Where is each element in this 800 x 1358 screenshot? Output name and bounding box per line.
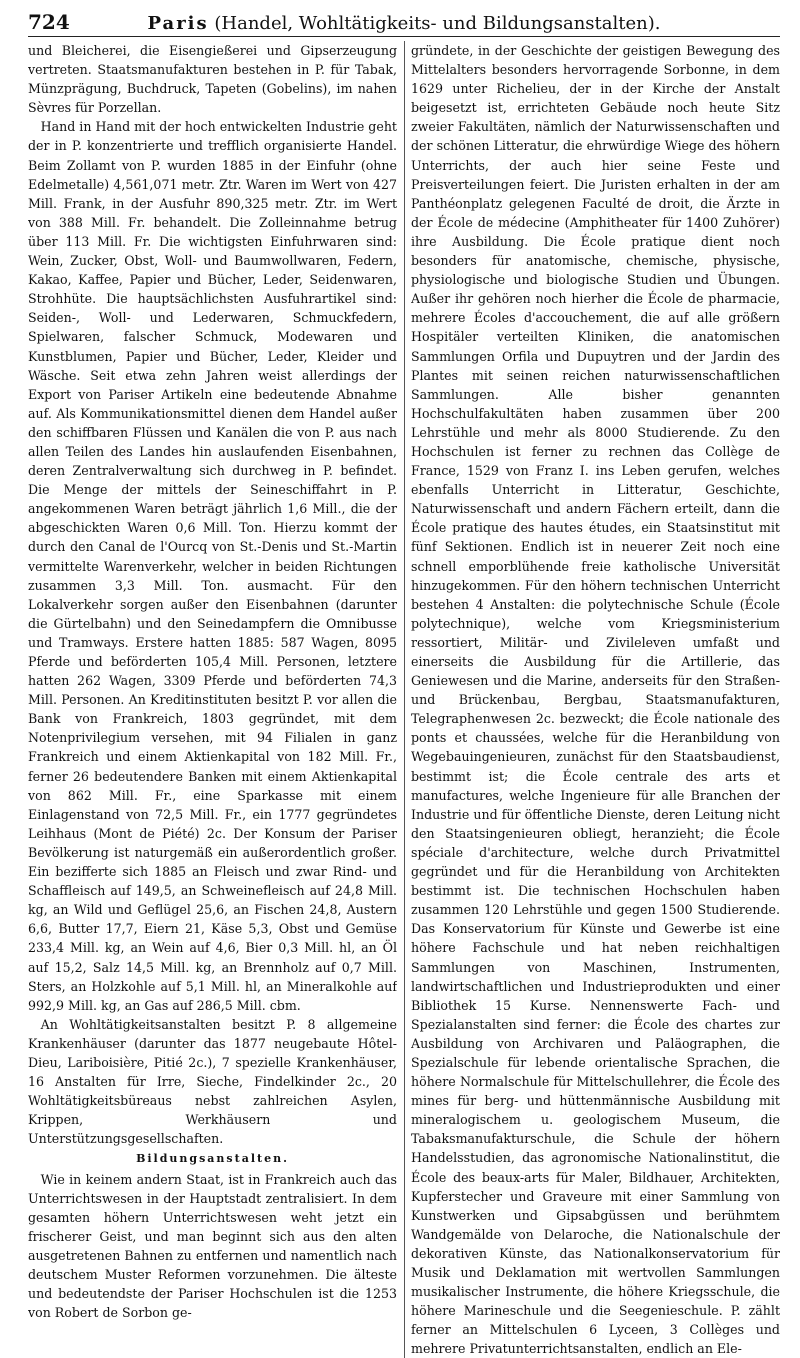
page-number: 724: [28, 10, 70, 34]
running-head-title: Paris: [147, 13, 209, 34]
text-columns: [28, 41, 780, 1358]
running-head: [88, 13, 780, 34]
paragraph: und Bleicherei, die Eisengießerei und Gipserzeugung vertreten. Staatsmanufakturen bestehen in P. für Tabak, Münzprägung, Buchdruck, Tapeten (Gobelins), im nahen Sèvres für Porzellan.: [28, 43, 397, 116]
running-head-subtitle: (Handel, Wohltätigkeits- und Bildungsanstalten).: [214, 13, 661, 34]
left-column: [28, 41, 397, 1358]
right-column: [411, 41, 780, 1358]
section-heading: Bildungsanstalten.: [136, 1152, 289, 1166]
paragraph: Hand in Hand mit der hoch entwickelten Industrie geht der in P. konzentrierte und trefflich organisierte Handel. Beim Zollamt von P. wurden 1885 in der Einfuhr (ohne Edelmetalle) 4,561,071 metr. Ztr. Waren im Wert von 427 Mill. Frank, in der Ausfuhr 890,325 metr. Ztr. im Wert von 388 Mill. Fr. behandelt. Die Zolleinnahme betrug über 113 Mill. Fr. Die wichtigsten Einfuhrwaren sind: Wein, Zucker, Obst, Woll- und Baumwollwaren, Federn, Kakao, Kaffee, Papier und Bücher, Leder, Seidenwaren, Strohhüte. Die hauptsächlichsten Ausfuhrartikel sind: Seiden-, Woll- und Lederwaren, Schmuckfedern, Spielwaren, falscher Schmuck, Modewaren und Kunstblumen, Papier und Bücher, Leder, Kleider und Wäsche. Seit etwa zehn Jahren weist allerdings der Export von Pariser Artikeln eine bedeutende Abnahme auf. Als Kommunikationsmittel dienen dem Handel außer den schiffbaren Flüssen und Kanälen die von P. aus nach allen Teilen des Landes hin auslaufenden Eisenbahnen, deren Zentralverwaltung sich durchweg in P. befindet. Die Menge der mittels der Seineschiffahrt in P. angekommenen Waren beträgt jährlich 1,6 Mill., die der abgeschickten Waren 0,6 Mill. Ton. Hierzu kommt der durch den Canal de l'Ourcq von St.-Denis und St.-Martin vermittelte Warenverkehr, welcher in beiden Richtungen zusammen 3,3 Mill. Ton. ausmacht. Für den Lokalverkehr sorgen außer den Eisenbahnen (darunter die Gürtelbahn) und den Seinedampfern die Omnibusse und Tramways. Erstere hatten 1885: 587 Wagen, 8095 Pferde und beförderten 105,4 Mill. Personen, letztere hatten 262 Wagen, 3309 Pferde und beförderten 74,3 Mill. Personen. An Kreditinstituten besitzt P. vor allen die Bank von Frankreich, 1803 gegründet, mit dem Notenprivilegium versehen, mit 94 Filialen in ganz Frankreich und einem Aktienkapital von 182 Mill. Fr., ferner 26 bedeutendere Banken mit einem Aktienkapital von 862 Mill. Fr., eine Sparkasse mit einem Einlagenstand von 72,5 Mill. Fr., ein 1777 gegründetes Leihhaus (Mont de Piété) 2c. Der Konsum der Pariser Bevölkerung ist naturgemäß ein außerordentlich großer. Ein bezifferte sich 1885 an Fleisch und zwar Rind- und Schaffleisch auf 149,5, an Schweinefleisch auf 24,8 Mill. kg, an Wild und Geflügel 25,6, an Fischen 24,8, Austern 6,6, Butter 17,7, Eiern 21, Käse 5,3, Obst und Gemüse 233,4 Mill. kg, an Wein auf 4,6, Bier 0,3 Mill. hl, an Öl auf 15,2, Salz 14,5 Mill. kg, an Brennholz auf 0,7 Mill. Sters, an Holzkohle auf 5,1 Mill. hl, an Mineralkohle auf 992,9 Mill. kg, an Gas auf 286,5 Mill. cbm.: [28, 119, 397, 1013]
page-header: [28, 10, 780, 37]
paragraph: Wie in keinem andern Staat, ist in Frankreich auch das Unterrichtswesen in der Hauptstadt zentralisiert. In dem gesamten höhern Unterrichtswesen weht jetzt ein frischerer Geist, und man beginnt sich aus den alten ausgetretenen Bahnen zu entfernen und namentlich nach deutschem Muster Reformen vorzunehmen. Die älteste und bedeutendste der Pariser Hochschulen ist die 1253 von Robert de Sorbon ge-: [28, 1171, 397, 1321]
paragraph: An Wohltätigkeitsanstalten besitzt P. 8 allgemeine Krankenhäuser (darunter das 1877 neugebaute Hôtel-Dieu, Lariboisière, Pitié 2c.), 7 spezielle Krankenhäuser, 16 Anstalten für Irre, Sieche, Findelkinder 2c., 20 Wohltätigkeitsbüreaus nebst zahlreichen Asylen, Krippen, Werkhäusern und Unterstützungsgesellschaften.: [28, 1016, 397, 1147]
paragraph: gründete, in der Geschichte der geistigen Bewegung des Mittelalters besonders hervorragende Sorbonne, in dem 1629 unter Richelieu, der in der Kirche der Anstalt beigesetzt ist, errichteten Gebäude noch heute Sitz zweier Fakultäten, nämlich der Naturwissenschaften und der schönen Litteratur, die ehrwürdige Wiege des höhern Unterrichts, der auch hier seine Feste und Preisverteilungen feiert. Die Juristen erhalten in der am Panthéonplatz gelegenen Faculté de droit, die Ärzte in der École de médecine (Amphitheater für 1400 Zuhörer) ihre Ausbildung. Die École pratique dient noch besonders für anatomische, chemische, physische, physiologische und biologische Studien und Übungen. Außer ihr gehören noch hierher die École de pharmacie, mehrere Écoles d'accouchement, die auf alle größern Hospitäler verteilten Kliniken, die anatomischen Sammlungen Orfila und Dupuytren und der Jardin des Plantes mit seinen reichen naturwissenschaftlichen Sammlungen. Alle bisher genannten Hochschulfakultäten haben zusammen über 200 Lehrstühle und mehr als 8000 Studierende. Zu den Hochschulen ist ferner zu rechnen das Collège de France, 1529 von Franz I. ins Leben gerufen, welches ebenfalls Unterricht in Litteratur, Geschichte, Naturwissenschaft und andern Fächern erteilt, dann die École pratique des hautes études, ein Staatsinstitut mit fünf Sektionen. Endlich ist in neuerer Zeit noch eine schnell emporblühende freie katholische Universität hinzugekommen. Für den höhern technischen Unterricht bestehen 4 Anstalten: die polytechnische Schule (École polytechnique), welche vom Kriegsministerium ressortiert, Militär- und Zivileleven umfaßt und einerseits die Ausbildung für die Artillerie, das Geniewesen und die Marine, anderseits für den Straßen- und Brückenbau, Bergbau, Staatsmanufakturen, Telegraphenwesen 2c. bezweckt; die École nationale des ponts et chaussées, welche für die Heranbildung von Wegebauingenieuren, zunächst für den Staatsbaudienst, bestimmt ist; die École centrale des arts et manufactures, welche Ingenieure für alle Branchen der Industrie und für öffentliche Dienste, deren Leitung nicht den Staatsingenieuren obliegt, heranzieht; die École spéciale d'architecture, welche durch Privatmittel gegründet und für die Heranbildung von Architekten bestimmt ist. Die technischen Hochschulen haben zusammen 120 Lehrstühle und gegen 1500 Studierende. Das Konservatorium für Künste und Gewerbe ist eine höhere Fachschule und hat neben reichhaltigen Sammlungen von Maschinen, Instrumenten, landwirtschaftlichen und Industrieprodukten und einer Bibliothek 15 Kurse. Nennenswerte Fach- und Spezialanstalten sind ferner: die École des chartes zur Ausbildung von Archivaren und Paläographen, die Spezialschule für lebende orientalische Sprachen, die höhere Normalschule für Mittelschullehrer, die École des mines für berg- und hüttenmännische Ausbildung mit mineralogischem u. geologischem Museum, die Tabaksmanufakturschule, die Schule der höhern Handelsstudien, das agronomische Nationalinstitut, die École des beaux-arts für Maler, Bildhauer, Architekten, Kupferstecher und Graveure mit einer Sammlung von Kunstwerken und Gipsabgüssen und berühmtem Wandgemälde von Delaroche, die Nationalschule der dekorativen Künste, das Nationalkonservatorium für Musik und Deklamation mit wertvollen Sammlungen musikalischer Instrumente, die höhere Kriegsschule, die höhere Marineschule und die Seegenieschule. P. zählt ferner an Mittelschulen 6 Lyceen, 3 Collèges und mehrere Privatunterrichtsanstalten, endlich an Ele-: [411, 43, 780, 1357]
